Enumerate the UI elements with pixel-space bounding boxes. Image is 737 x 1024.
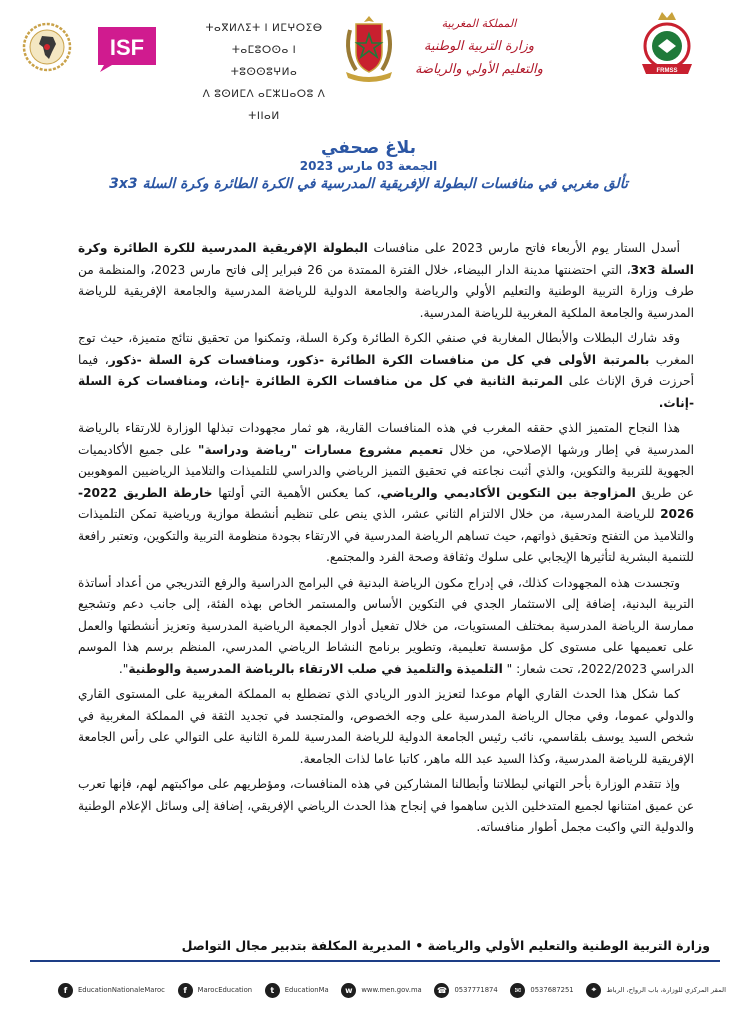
svg-text:ISF: ISF	[109, 35, 145, 60]
footer-contacts	[58, 978, 726, 1002]
contact-twitter[interactable]	[265, 983, 329, 998]
contact-website[interactable]	[341, 983, 421, 998]
footer-divider	[30, 960, 720, 962]
location-icon: ⌖	[586, 983, 601, 998]
fax-icon: ✉	[510, 983, 525, 998]
contact-facebook-maroc[interactable]	[178, 983, 252, 998]
tifinagh-line: ⴷ ⵓⵙⵍⵎⴷ ⴰⵎⵣⵡⴰⵔⵓ ⴷ ⵜⵏⵏⴰⵍ	[202, 88, 326, 122]
facebook-icon: f	[58, 983, 73, 998]
contact-text: EducationNationaleMaroc	[78, 986, 165, 994]
contact-text: 0537771874	[454, 986, 498, 994]
press-release-label: بلاغ صحفي	[321, 138, 416, 158]
phone-icon: ☎	[434, 983, 449, 998]
letterhead	[0, 0, 737, 122]
isf-logo	[96, 25, 158, 73]
fasse-logo	[22, 22, 72, 72]
contact-text: 0537687251	[530, 986, 574, 994]
contact-fax	[510, 983, 573, 998]
ministry-line-1: وزارة التربية الوطنية	[423, 39, 535, 54]
coat-of-arms-icon	[336, 12, 402, 82]
facebook-icon: f	[178, 983, 193, 998]
contact-text: EducationMa	[284, 986, 329, 994]
footer-ministry-line: وزارة التربية الوطنية والتعليم الأولي والرياضة • المديرية المكلفة بتدبير مجال التواصل	[181, 938, 710, 953]
contact-facebook-national[interactable]	[58, 983, 165, 998]
paragraph-5: كما شكل هذا الحدث القاري الهام موعدا لتعزيز الدور الريادي الذي تضطلع به المملكة المغربية على المستوى القاري والدولي عموما، وفي مجال الرياضة المدرسية على وجه الخصوص، والمتجسد في تجديد الثقة في المملكة المغربية في شخص السيد يوسف بلقاسمي، نائب رئيس الجامعة الدولية للرياضة المدرسية للمرة الثانية على التوالي على رأس الجامعة الإفريقية للرياضة المدرسية، وكذا السيد عبد الله ماهر، كاتبا عاما لذات الجامعة.	[78, 687, 694, 766]
headline: تألق مغربي في منافسات البطولة الإفريقية المدرسية في الكرة الطائرة وكرة السلة 3x3	[109, 176, 628, 192]
paragraph-2: وقد شارك البطلات والأبطال المغاربة في صنفي الكرة الطائرة وكرة السلة، وتمكنوا من تحقيق نتائج متميزة، حيث توج المغرب بالمرتبة الأولى في كل من منافسات الكرة الطائرة -ذكور، ومنافسات كرة السلة -ذكور، فيما أحرزت فرق الإناث على المرتبة الثانية في كل من منافسات الكرة الطائرة -إناث، ومنافسات كرة السلة -إناث.	[78, 331, 694, 410]
contact-phone	[434, 983, 497, 998]
paragraph-4: وتجسدت هذه المجهودات كذلك، في إدراج مكون الرياضة البدنية في البرامج الدراسية والرفع التدريجي من أعداد أساتذة التربية البدنية، إضافة إلى الاستثمار الجدي في التكوين الأساس والمستمر الخاص بهذه الفئة، إلى جانب دعم وتشجيع ممارسة الرياضة المدرسية بمختلف المستويات، من خلال تفعيل أدوار الجمعية الرياضية المدرسية وتعزيز أنشطتها والعمل على تعميمها على مستوى كل مؤسسة تعليمية، وتطوير برنامج النشاط الرياضي المدرسي، المنظم برسم هذا الموسم الدراسي 2022/2023، تحت شعار: " التلميذة والتلميذ في صلب الارتقاء بالرياضة المدرسية والوطنية".	[78, 575, 694, 676]
press-release-body	[78, 238, 694, 843]
tifinagh-line: ⵜⴰⴳⵍⴷⵉⵜ ⵏ ⵍⵎⵖⵔⵉⴱ	[205, 22, 323, 34]
contact-text: MarocEducation	[197, 986, 253, 994]
web-icon: w	[341, 983, 356, 998]
paragraph-1: أسدل الستار يوم الأربعاء فاتح مارس 2023 على منافسات البطولة الإفريقية المدرسية للكرة الطائرة وكرة السلة 3x3، التي احتضنتها مدينة الدار البيضاء، خلال الفترة الممتدة من 26 فبراير إلى فاتح مارس 2023، والمنظمة من طرف وزارة التربية الوطنية والتعليم الأولي والرياضة والجامعة الدولية للرياضة المدرسية والجامعة الإفريقية للرياضة المدرسية والجامعة الملكية المغربية للرياضة المدرسية.	[78, 241, 694, 320]
press-release-title-block	[40, 138, 697, 194]
svg-text:FRMSS: FRMSS	[656, 68, 678, 74]
paragraph-3: هذا النجاح المتميز الذي حققه المغرب في هذه المنافسات القارية، هو ثمار مجهودات تبذلها الوزارة للارتقاء بالرياضة المدرسية في إطار ورشها الإصلاحي، من خلال تعميم مشروع مسارات "رياضة ودراسة" على جميع الأكاديميات الجهوية للتربية والتكوين، والذي أثبت نجاعته في تحقيق التميز الرياضي والدراسي للتلميذات والتلاميذ الرياضيين الموهوبين عن طريق المزاوجة بين التكوين الأكاديمي والرياضي، كما يعكس الأهمية التي أولتها خارطة الطريق 2022-2026 للرياضة المدرسية، من خلال الالتزام الثاني عشر، الذي ينص على تنظيم أنشطة موازية ورياضية تمكن التلميذات والتلاميذ من التفتح وتحقيق ذواتهم، حيث تساهم الرياضة المدرسية في الارتقاء بجودة منظومة التربية والتكوين، وتعتبر رافعة للتنمية البشرية لتأثيرها الإيجابي على سلوك وثقافة وصحة الفرد والمجتمع.	[78, 421, 694, 564]
contact-text: www.men.gov.ma	[361, 986, 422, 994]
contact-text: المقر المركزي للوزارة، باب الرواح، الرباط	[606, 986, 726, 994]
release-date: الجمعة 03 مارس 2023	[299, 159, 438, 173]
ministry-name	[398, 12, 560, 81]
tifinagh-line: ⵜⴰⵎⵓⵔⵙⴰ ⵏ ⵜⵓⵙⵙⵓⵖⵍⴰ	[230, 44, 298, 78]
contact-address	[586, 983, 726, 998]
kingdom-label: المملكة المغربية	[441, 17, 517, 30]
frmss-crest-logo	[636, 10, 698, 80]
ministry-line-2: والتعليم الأولي والرياضة	[415, 62, 543, 77]
tifinagh-header	[198, 17, 330, 127]
paragraph-6: وإذ تتقدم الوزارة بأحر التهاني لبطلاتنا وأبطالنا المشاركين في هذه المنافسات، ومؤطريهم على مواكبتهم لهم، فإنها تعرب عن عميق امتنانها لجميع المتدخلين الذين ساهموا في إنجاح هذا الحدث الرياضي الإفريقي، إضافة إلى وسائل الإعلام الوطنية والدولية التي واكبت مجمل أطوار منافساته.	[78, 777, 694, 834]
twitter-icon: t	[265, 983, 280, 998]
